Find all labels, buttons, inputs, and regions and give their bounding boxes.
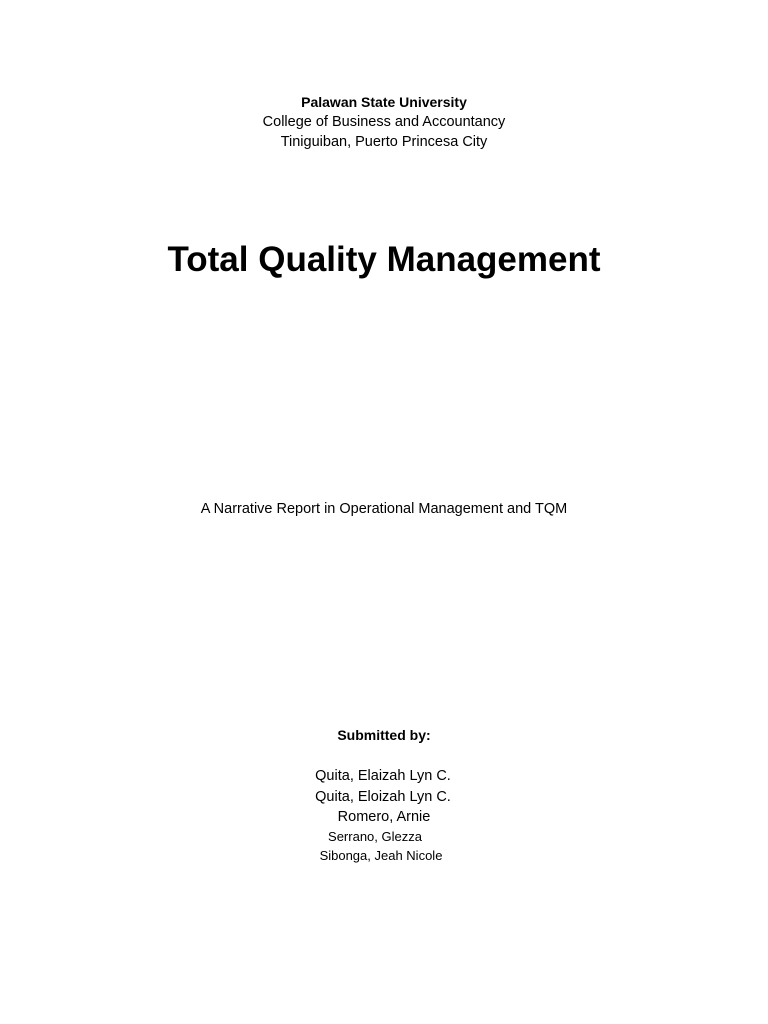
author-name: Quita, Eloizah Lyn C. <box>315 789 451 805</box>
author-name: Sibonga, Jeah Nicole <box>319 848 443 863</box>
university-address: Tiniguiban, Puerto Princesa City <box>280 134 488 150</box>
college-name: College of Business and Accountancy <box>262 114 506 130</box>
submitted-by-label: Submitted by: <box>337 727 431 743</box>
document-title: Total Quality Management <box>167 240 601 279</box>
document-subtitle: A Narrative Report in Operational Management and TQM <box>200 501 568 517</box>
author-name: Serrano, Glezza <box>328 829 422 844</box>
author-name: Quita, Elaizah Lyn C. <box>315 768 451 784</box>
author-name: Romero, Arnie <box>337 809 431 825</box>
university-name: Palawan State University <box>301 94 467 110</box>
